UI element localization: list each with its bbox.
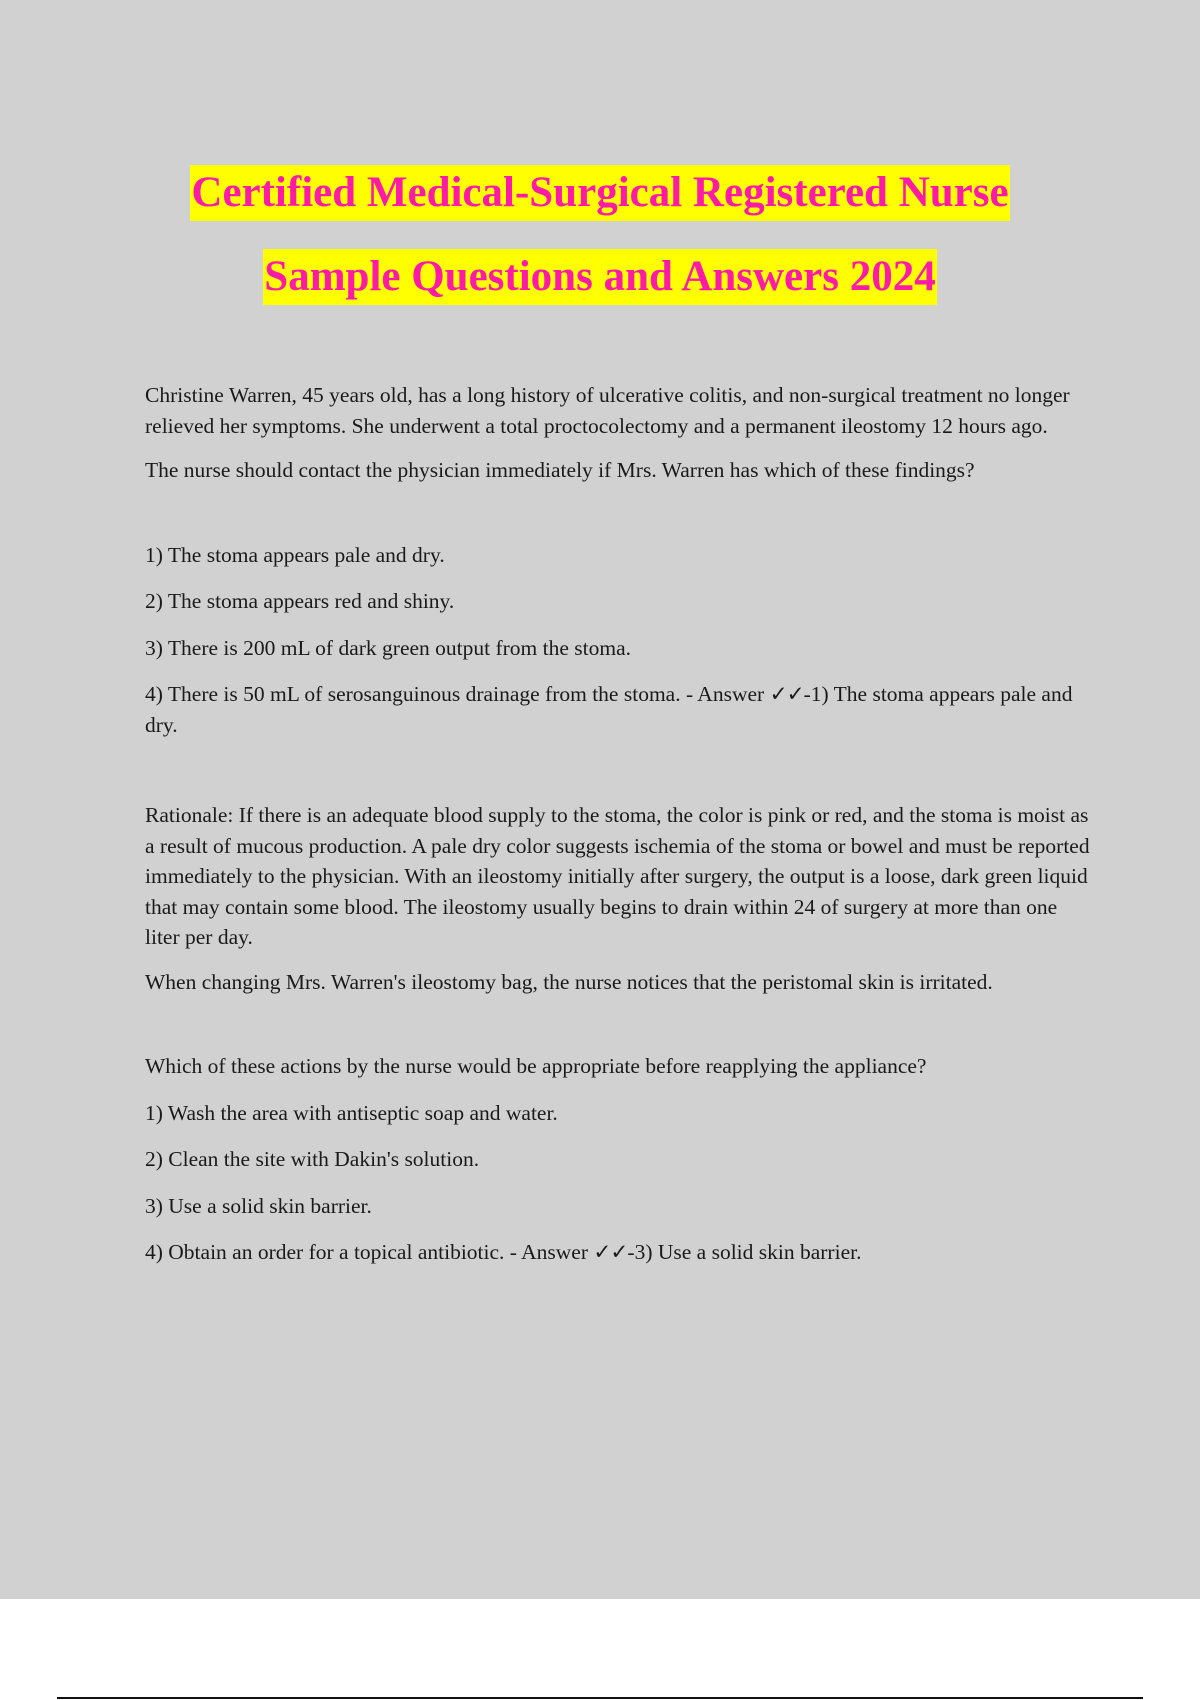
q1-option-1: 1) The stoma appears pale and dry. [145, 542, 445, 567]
q2-option-4: 4) Obtain an order for a topical antibiotic. - Answer [145, 1240, 594, 1264]
q1-option-4: 4) There is 50 mL of serosanguinous drainage from the stoma. - Answer [145, 682, 770, 706]
q1-option-2: 2) The stoma appears red and shiny. [145, 589, 455, 613]
q1-stem: The nurse should contact the physician immediately if Mrs. Warren has which of these findings? [145, 458, 975, 482]
q2-scenario: When changing Mrs. Warren's ileostomy bag, the nurse notices that the peristomal skin is irritated. [145, 969, 993, 994]
checkmark-icon: ✓✓ [593, 1240, 628, 1264]
q1-scenario: Christine Warren, 45 years old, has a long history of ulcerative colitis, and non-surgical treatment no longer relieved her symptoms. She underwent a total proctocolectomy and a permanent ileostomy 12 hours ago. [145, 383, 1070, 438]
title-line-1: Certified Medical-Surgical Registered Nurse [190, 165, 1009, 221]
q1-option-3: 3) There is 200 mL of dark green output from the stoma. [145, 635, 632, 660]
q2-option-4-answer [145, 1237, 1095, 1268]
document-body [145, 380, 1095, 1268]
q2-option-1: 1) Wash the area with antiseptic soap and water. [145, 1100, 558, 1125]
q1-answer: -1) The stoma appears pale and dry. [145, 682, 1073, 737]
q2-option-3: 3) Use a solid skin barrier. [145, 1193, 372, 1218]
q1-rationale: Rationale: If there is an adequate blood supply to the stoma, the color is pink or red, and the stoma is moist as a result of mucous production. A pale dry color suggests ischemia of the stoma or bowel and must be reported immediately to the physician. With an ileostomy initially after surgery, the output is a loose, dark green liquid that may contain some blood. The ileostomy usually begins to drain within 24 of surgery at more than one liter per day. [145, 803, 1090, 949]
document-title [0, 165, 1200, 305]
title-line-2: Sample Questions and Answers 2024 [263, 249, 936, 305]
checkmark-icon: ✓✓ [769, 682, 804, 706]
q2-stem: Which of these actions by the nurse would be appropriate before reapplying the appliance? [145, 1054, 927, 1078]
q2-answer: -3) Use a solid skin barrier. [627, 1240, 862, 1264]
footer-divider [57, 1697, 1143, 1699]
q1-option-4-answer [145, 679, 1095, 740]
q2-option-2: 2) Clean the site with Dakin's solution. [145, 1147, 480, 1171]
